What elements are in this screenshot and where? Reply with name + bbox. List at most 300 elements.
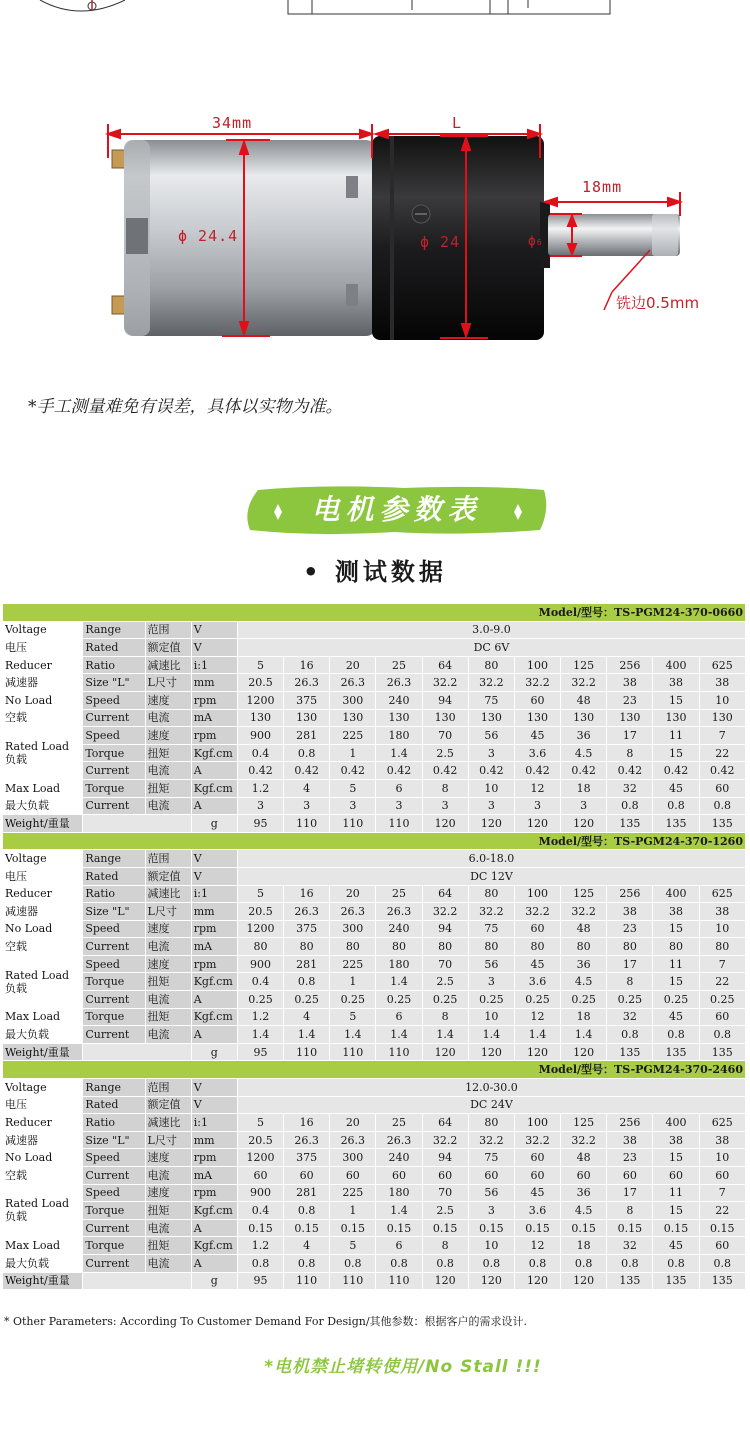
rated-speed-value: 900 xyxy=(237,1184,283,1202)
max-torque-value: 32 xyxy=(607,1008,653,1026)
ratio-value: 125 xyxy=(561,885,607,903)
param-label-cn: 速度 xyxy=(145,727,191,745)
ratio-row xyxy=(3,1114,746,1132)
rated-torque-value: 0.4 xyxy=(237,1202,283,1220)
max-torque-value: 1.2 xyxy=(237,1008,283,1026)
unit-label: mA xyxy=(191,1167,237,1185)
rated-current-value: 0.42 xyxy=(607,762,653,780)
param-label-cn: 电流 xyxy=(145,991,191,1009)
ratio-value: 100 xyxy=(514,885,560,903)
rated-torque-row xyxy=(3,1202,746,1220)
noload-current-value: 130 xyxy=(330,709,376,727)
noload-speed-value: 94 xyxy=(422,691,468,709)
size-value: 26.3 xyxy=(330,903,376,921)
weight-row xyxy=(3,1272,746,1290)
voltage-label: Voltage xyxy=(3,850,83,868)
rated-load-label-cn: 负载 xyxy=(5,1210,27,1224)
noload-speed-value: 94 xyxy=(422,1149,468,1167)
rated-speed-value: 225 xyxy=(330,727,376,745)
noload-speed-value: 23 xyxy=(607,1149,653,1167)
noload-speed-value: 10 xyxy=(699,920,745,938)
noload-current-value: 60 xyxy=(699,1167,745,1185)
param-label: Speed xyxy=(83,1149,145,1167)
rated-torque-value: 0.4 xyxy=(237,744,283,762)
rated-current-value: 0.42 xyxy=(237,762,283,780)
unit-label: mm xyxy=(191,674,237,692)
rated-load-label-en: Rated Load xyxy=(5,740,70,754)
rated-voltage-value: DC 6V xyxy=(237,639,745,657)
dim-gearbox-length: L xyxy=(452,114,463,132)
rated-speed-value: 180 xyxy=(376,727,422,745)
noload-speed-value: 48 xyxy=(561,691,607,709)
noload-current-value: 80 xyxy=(699,938,745,956)
param-label-cn: 扭矩 xyxy=(145,973,191,991)
weight-value: 110 xyxy=(330,1043,376,1061)
rated-speed-value: 180 xyxy=(376,1184,422,1202)
measurement-note: *手工测量难免有误差，具体以实物为准。 xyxy=(28,397,343,417)
max-current-row xyxy=(3,1026,746,1044)
rated-torque-value: 22 xyxy=(699,744,745,762)
rated-torque-value: 1 xyxy=(330,744,376,762)
param-label-cn: 扭矩 xyxy=(145,1008,191,1026)
weight-value: 110 xyxy=(284,1043,330,1061)
param-label: Rated xyxy=(83,867,145,885)
param-label: Range xyxy=(83,621,145,639)
rated-torque-value: 22 xyxy=(699,1202,745,1220)
rated-speed-value: 281 xyxy=(284,1184,330,1202)
max-current-value: 3 xyxy=(468,797,514,815)
unit-label: A xyxy=(191,797,237,815)
noload-speed-value: 300 xyxy=(330,691,376,709)
rated-speed-value: 36 xyxy=(561,1184,607,1202)
rated-torque-value: 1 xyxy=(330,973,376,991)
param-label-cn: 范围 xyxy=(145,850,191,868)
rated-speed-value: 900 xyxy=(237,727,283,745)
weight-value: 135 xyxy=(699,815,745,833)
size-value: 26.3 xyxy=(376,674,422,692)
param-label: Torque xyxy=(83,1202,145,1220)
unit-label: Kgf.cm xyxy=(191,1237,237,1255)
ratio-value: 80 xyxy=(468,885,514,903)
ratio-row xyxy=(3,885,746,903)
weight-value: 135 xyxy=(607,1272,653,1290)
weight-value: 135 xyxy=(699,1272,745,1290)
noload-label: No Load xyxy=(3,1149,83,1167)
max-current-value: 3 xyxy=(422,797,468,815)
rated-speed-value: 7 xyxy=(699,955,745,973)
param-label-cn: 扭矩 xyxy=(145,779,191,797)
rated-torque-value: 2.5 xyxy=(422,1202,468,1220)
rated-current-value: 0.15 xyxy=(237,1219,283,1237)
param-label-cn: 扭矩 xyxy=(145,1202,191,1220)
size-row xyxy=(3,1131,746,1149)
unit-label: V xyxy=(191,639,237,657)
voltage-range-row xyxy=(3,1079,746,1097)
ratio-value: 64 xyxy=(422,1114,468,1132)
ratio-value: 20 xyxy=(330,656,376,674)
unit-label: V xyxy=(191,1079,237,1097)
param-label: Current xyxy=(83,991,145,1009)
rated-torque-value: 15 xyxy=(653,973,699,991)
param-label: Current xyxy=(83,1219,145,1237)
motor-illustration xyxy=(0,100,750,360)
weight-label: Weight/重量 xyxy=(3,1272,83,1290)
max-current-value: 0.8 xyxy=(607,1254,653,1272)
max-torque-value: 6 xyxy=(376,1008,422,1026)
unit-label: mm xyxy=(191,903,237,921)
param-label-cn: 额定值 xyxy=(145,639,191,657)
weight-value: 135 xyxy=(653,1272,699,1290)
rated-voltage-value: DC 24V xyxy=(237,1096,745,1114)
max-current-value: 0.8 xyxy=(376,1254,422,1272)
param-label-cn: 扭矩 xyxy=(145,1237,191,1255)
rated-current-value: 0.42 xyxy=(468,762,514,780)
rated-current-value: 0.15 xyxy=(376,1219,422,1237)
max-load-label-cn: 最大负载 xyxy=(3,1026,83,1044)
noload-current-value: 60 xyxy=(284,1167,330,1185)
param-label: Ratio xyxy=(83,885,145,903)
size-value: 32.2 xyxy=(422,674,468,692)
rated-torque-row xyxy=(3,744,746,762)
max-current-value: 3 xyxy=(514,797,560,815)
rated-current-value: 0.42 xyxy=(653,762,699,780)
rated-current-value: 0.42 xyxy=(284,762,330,780)
reducer-label-cn: 减速器 xyxy=(3,674,83,692)
rated-current-value: 0.25 xyxy=(422,991,468,1009)
max-current-value: 3 xyxy=(330,797,376,815)
param-label: Torque xyxy=(83,973,145,991)
noload-speed-value: 1200 xyxy=(237,691,283,709)
max-torque-value: 8 xyxy=(422,1008,468,1026)
rated-current-value: 0.15 xyxy=(607,1219,653,1237)
param-label: Range xyxy=(83,1079,145,1097)
rated-load-label xyxy=(3,1184,83,1237)
model-name: Model/型号：TS-PGM24-370-2460 xyxy=(3,1061,746,1079)
rated-load-label xyxy=(3,955,83,1008)
max-torque-value: 4 xyxy=(284,1008,330,1026)
ratio-value: 256 xyxy=(607,1114,653,1132)
weight-value: 120 xyxy=(561,1272,607,1290)
rated-current-value: 0.25 xyxy=(468,991,514,1009)
max-torque-value: 10 xyxy=(468,779,514,797)
weight-row xyxy=(3,1043,746,1061)
footer-note: * Other Parameters: According To Customer Demand For Design/其他参数：根据客户的需求设计. xyxy=(4,1315,528,1328)
param-label-cn: 电流 xyxy=(145,1254,191,1272)
noload-current-value: 80 xyxy=(330,938,376,956)
rated-torque-value: 3 xyxy=(468,744,514,762)
param-label-cn: 电流 xyxy=(145,1219,191,1237)
ratio-value: 16 xyxy=(284,1114,330,1132)
ratio-value: 16 xyxy=(284,656,330,674)
max-current-value: 3 xyxy=(284,797,330,815)
size-value: 32.2 xyxy=(514,1131,560,1149)
rated-torque-value: 1 xyxy=(330,1202,376,1220)
weight-value: 135 xyxy=(607,1043,653,1061)
rated-speed-value: 36 xyxy=(561,727,607,745)
noload-speed-value: 375 xyxy=(284,1149,330,1167)
unit-label: A xyxy=(191,1026,237,1044)
size-value: 32.2 xyxy=(468,1131,514,1149)
max-torque-value: 18 xyxy=(561,779,607,797)
param-label: Size "L" xyxy=(83,674,145,692)
size-value: 26.3 xyxy=(330,674,376,692)
rated-speed-value: 180 xyxy=(376,955,422,973)
noload-label: No Load xyxy=(3,920,83,938)
max-load-label: Max Load xyxy=(3,1237,83,1255)
size-value: 20.5 xyxy=(237,1131,283,1149)
param-label: Current xyxy=(83,1254,145,1272)
noload-speed-value: 15 xyxy=(653,920,699,938)
unit-label: rpm xyxy=(191,955,237,973)
size-value: 32.2 xyxy=(561,903,607,921)
max-torque-value: 10 xyxy=(468,1237,514,1255)
noload-speed-value: 94 xyxy=(422,920,468,938)
dim-shaft-diameter: ϕ6 xyxy=(528,234,543,249)
rated-torque-value: 3.6 xyxy=(514,744,560,762)
noload-current-value: 60 xyxy=(237,1167,283,1185)
param-label-cn: 速度 xyxy=(145,691,191,709)
size-value: 26.3 xyxy=(376,1131,422,1149)
max-current-row xyxy=(3,1254,746,1272)
size-value: 38 xyxy=(607,903,653,921)
rated-torque-value: 22 xyxy=(699,973,745,991)
rated-current-value: 0.15 xyxy=(330,1219,376,1237)
unit-label: rpm xyxy=(191,691,237,709)
weight-value: 120 xyxy=(514,1272,560,1290)
size-value: 38 xyxy=(653,903,699,921)
noload-speed-value: 10 xyxy=(699,1149,745,1167)
ratio-row xyxy=(3,656,746,674)
voltage-label-cn: 电压 xyxy=(3,639,83,657)
rated-load-label-en: Rated Load xyxy=(5,1197,70,1211)
ratio-value: 625 xyxy=(699,656,745,674)
param-label-cn: 速度 xyxy=(145,1149,191,1167)
rated-torque-value: 1.4 xyxy=(376,744,422,762)
param-label: Ratio xyxy=(83,656,145,674)
unit-label: A xyxy=(191,1219,237,1237)
noload-speed-value: 10 xyxy=(699,691,745,709)
param-label: Speed xyxy=(83,1184,145,1202)
weight-blank xyxy=(83,1272,191,1290)
max-current-value: 1.4 xyxy=(468,1026,514,1044)
rated-speed-value: 70 xyxy=(422,727,468,745)
noload-current-value: 130 xyxy=(376,709,422,727)
weight-value: 110 xyxy=(376,815,422,833)
max-current-row xyxy=(3,797,746,815)
noload-current-value: 130 xyxy=(561,709,607,727)
noload-speed-value: 240 xyxy=(376,920,422,938)
noload-speed-value: 23 xyxy=(607,920,653,938)
rated-current-value: 0.15 xyxy=(514,1219,560,1237)
noload-current-value: 80 xyxy=(284,938,330,956)
max-current-value: 1.4 xyxy=(330,1026,376,1044)
weight-value: 120 xyxy=(422,815,468,833)
weight-row xyxy=(3,815,746,833)
param-label-cn: 电流 xyxy=(145,762,191,780)
size-value: 32.2 xyxy=(422,1131,468,1149)
max-torque-value: 32 xyxy=(607,1237,653,1255)
weight-value: 120 xyxy=(422,1043,468,1061)
noload-current-value: 80 xyxy=(468,938,514,956)
rated-torque-value: 2.5 xyxy=(422,744,468,762)
rated-speed-value: 11 xyxy=(653,955,699,973)
noload-speed-value: 48 xyxy=(561,1149,607,1167)
rated-current-value: 0.25 xyxy=(607,991,653,1009)
unit-label: Kgf.cm xyxy=(191,744,237,762)
unit-label: Kgf.cm xyxy=(191,1008,237,1026)
rated-current-value: 0.15 xyxy=(699,1219,745,1237)
rated-speed-value: 7 xyxy=(699,1184,745,1202)
section-subtitle: • 测试数据 xyxy=(303,558,447,586)
param-label-cn: 电流 xyxy=(145,1167,191,1185)
param-label-cn: 额定值 xyxy=(145,1096,191,1114)
max-torque-value: 18 xyxy=(561,1237,607,1255)
unit-label: V xyxy=(191,621,237,639)
rated-torque-value: 2.5 xyxy=(422,973,468,991)
max-torque-value: 8 xyxy=(422,1237,468,1255)
noload-current-value: 60 xyxy=(653,1167,699,1185)
ratio-value: 400 xyxy=(653,885,699,903)
noload-current-value: 130 xyxy=(514,709,560,727)
noload-speed-value: 60 xyxy=(514,1149,560,1167)
max-torque-value: 1.2 xyxy=(237,1237,283,1255)
param-label: Speed xyxy=(83,727,145,745)
param-label: Current xyxy=(83,797,145,815)
noload-current-value: 80 xyxy=(653,938,699,956)
dim-flat-edge: 铣边0.5mm xyxy=(616,294,700,312)
rated-speed-value: 17 xyxy=(607,1184,653,1202)
unit-label: Kgf.cm xyxy=(191,779,237,797)
ratio-value: 80 xyxy=(468,1114,514,1132)
unit-label: g xyxy=(191,1272,237,1290)
param-label: Speed xyxy=(83,920,145,938)
size-value: 38 xyxy=(653,1131,699,1149)
model-header-row xyxy=(3,604,746,622)
max-torque-value: 45 xyxy=(653,1237,699,1255)
noload-current-value: 60 xyxy=(330,1167,376,1185)
dim-motor-length: 34mm xyxy=(212,114,253,132)
max-current-value: 0.8 xyxy=(699,1026,745,1044)
rated-current-value: 0.25 xyxy=(237,991,283,1009)
param-label: Current xyxy=(83,1167,145,1185)
rated-speed-value: 36 xyxy=(561,955,607,973)
ratio-value: 5 xyxy=(237,1114,283,1132)
max-torque-value: 8 xyxy=(422,779,468,797)
rated-speed-value: 56 xyxy=(468,1184,514,1202)
max-current-value: 1.4 xyxy=(422,1026,468,1044)
voltage-range-row xyxy=(3,850,746,868)
noload-speed-row xyxy=(3,920,746,938)
max-load-label-cn: 最大负载 xyxy=(3,797,83,815)
rated-current-value: 0.25 xyxy=(561,991,607,1009)
max-torque-value: 4 xyxy=(284,1237,330,1255)
size-value: 26.3 xyxy=(284,903,330,921)
rated-torque-value: 3.6 xyxy=(514,1202,560,1220)
param-label: Current xyxy=(83,762,145,780)
max-current-value: 3 xyxy=(237,797,283,815)
size-value: 20.5 xyxy=(237,903,283,921)
ratio-value: 256 xyxy=(607,656,653,674)
noload-speed-value: 15 xyxy=(653,1149,699,1167)
dim-gearbox-diameter: ϕ 24 xyxy=(420,233,461,251)
param-label-cn: 速度 xyxy=(145,1184,191,1202)
max-current-value: 3 xyxy=(561,797,607,815)
model-header-row xyxy=(3,1061,746,1079)
voltage-range-value: 6.0-18.0 xyxy=(237,850,745,868)
ratio-value: 256 xyxy=(607,885,653,903)
param-label: Rated xyxy=(83,639,145,657)
max-torque-value: 60 xyxy=(699,1237,745,1255)
noload-speed-value: 240 xyxy=(376,691,422,709)
max-torque-value: 32 xyxy=(607,779,653,797)
rated-torque-value: 4.5 xyxy=(561,744,607,762)
size-row xyxy=(3,903,746,921)
unit-label: rpm xyxy=(191,1149,237,1167)
unit-label: Kgf.cm xyxy=(191,973,237,991)
max-torque-value: 18 xyxy=(561,1008,607,1026)
param-label-cn: 额定值 xyxy=(145,867,191,885)
unit-label: g xyxy=(191,815,237,833)
noload-current-value: 130 xyxy=(284,709,330,727)
rated-current-value: 0.42 xyxy=(561,762,607,780)
size-value: 38 xyxy=(699,674,745,692)
rated-torque-value: 4.5 xyxy=(561,1202,607,1220)
dim-shaft-length: 18mm xyxy=(582,178,623,196)
size-value: 32.2 xyxy=(561,674,607,692)
param-label-cn: 减速比 xyxy=(145,656,191,674)
rated-current-value: 0.25 xyxy=(376,991,422,1009)
rated-speed-value: 56 xyxy=(468,727,514,745)
max-torque-value: 4 xyxy=(284,779,330,797)
noload-speed-value: 240 xyxy=(376,1149,422,1167)
noload-speed-value: 60 xyxy=(514,691,560,709)
max-torque-value: 60 xyxy=(699,779,745,797)
rated-current-value: 0.15 xyxy=(468,1219,514,1237)
size-value: 32.2 xyxy=(514,903,560,921)
param-label: Range xyxy=(83,850,145,868)
unit-label: g xyxy=(191,1043,237,1061)
rated-load-label-cn: 负载 xyxy=(5,753,27,767)
param-label-cn: 电流 xyxy=(145,709,191,727)
rated-torque-value: 8 xyxy=(607,1202,653,1220)
rated-torque-value: 8 xyxy=(607,744,653,762)
param-label: Ratio xyxy=(83,1114,145,1132)
max-torque-value: 12 xyxy=(514,1237,560,1255)
rated-torque-value: 8 xyxy=(607,973,653,991)
max-torque-value: 5 xyxy=(330,1008,376,1026)
max-load-label-cn: 最大负载 xyxy=(3,1254,83,1272)
max-current-value: 0.8 xyxy=(237,1254,283,1272)
rated-speed-value: 11 xyxy=(653,1184,699,1202)
weight-value: 110 xyxy=(284,1272,330,1290)
rated-speed-value: 45 xyxy=(514,955,560,973)
noload-current-value: 130 xyxy=(699,709,745,727)
param-label-cn: 电流 xyxy=(145,797,191,815)
max-current-value: 0.8 xyxy=(607,797,653,815)
rated-load-label xyxy=(3,727,83,780)
voltage-rated-row xyxy=(3,1096,746,1114)
max-current-value: 1.4 xyxy=(284,1026,330,1044)
previous-drawing-fragment xyxy=(0,0,750,20)
size-value: 20.5 xyxy=(237,674,283,692)
rated-speed-value: 281 xyxy=(284,727,330,745)
max-current-value: 0.8 xyxy=(284,1254,330,1272)
reducer-label: Reducer xyxy=(3,1114,83,1132)
rated-current-value: 0.42 xyxy=(330,762,376,780)
size-value: 26.3 xyxy=(376,903,422,921)
rated-speed-value: 56 xyxy=(468,955,514,973)
rated-current-value: 0.15 xyxy=(422,1219,468,1237)
